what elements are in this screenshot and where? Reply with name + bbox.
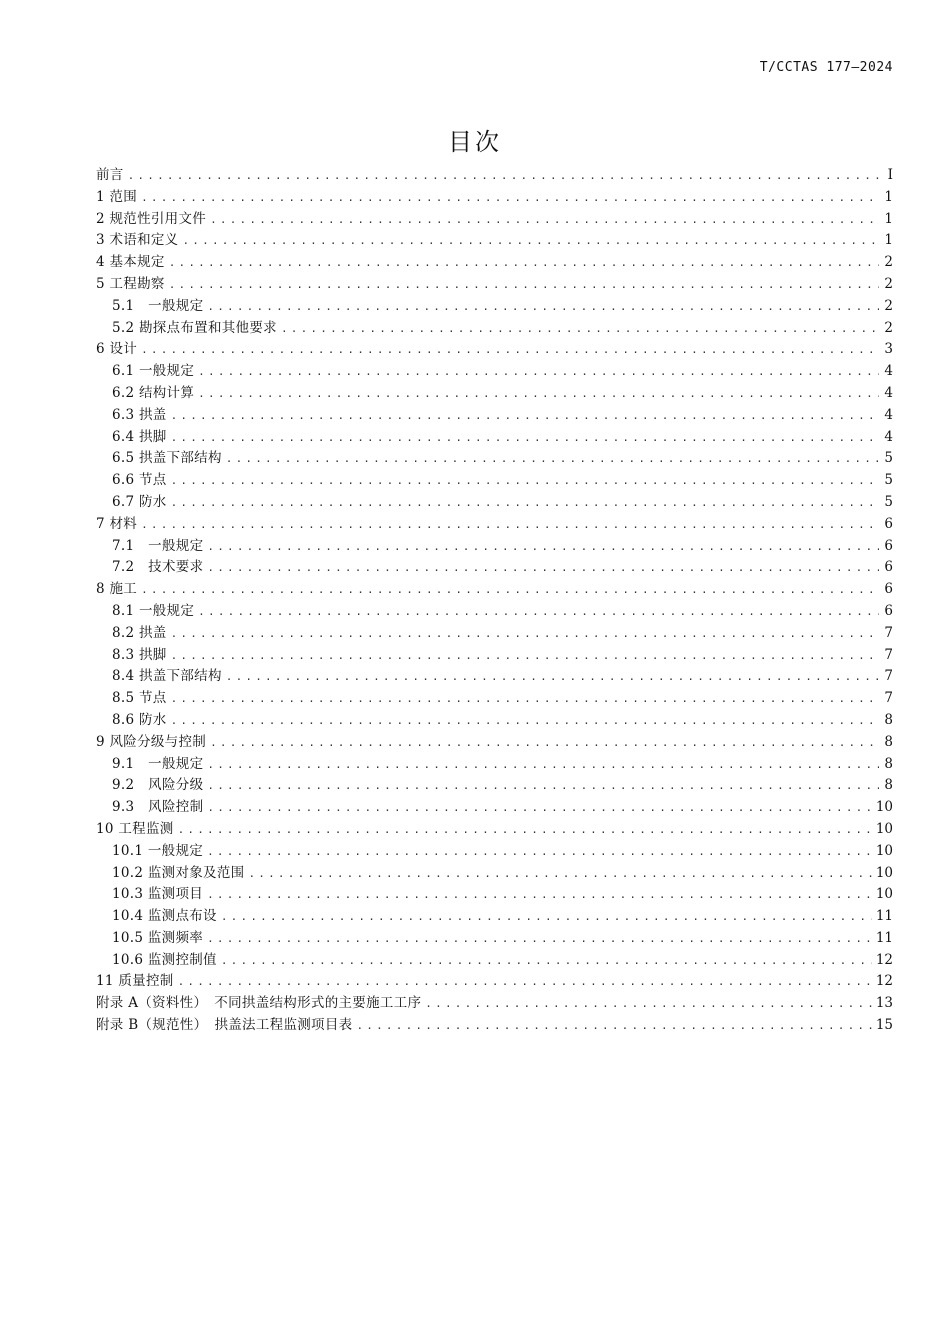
dot-leader [221, 950, 872, 972]
toc-entry-label: 7.2 技术要求 [112, 559, 204, 576]
toc-entry[interactable] [96, 928, 893, 950]
toc-entry[interactable] [96, 623, 893, 645]
toc-entry-page-number: 4 [884, 406, 893, 423]
dot-leader [207, 884, 872, 906]
toc-entry[interactable] [96, 841, 893, 863]
toc-entry-page-number: 11 [875, 908, 893, 925]
toc-entry-page-number: 6 [884, 602, 893, 619]
dot-leader [226, 666, 879, 688]
toc-entry-label: 7 材料 [96, 515, 138, 532]
toc-entry[interactable] [96, 383, 893, 405]
toc-entry-label: 5.1 一般规定 [112, 297, 204, 314]
toc-entry-label: 10.3 监测项目 [112, 886, 204, 903]
toc-entry-label: 8.2 拱盖 [112, 624, 167, 641]
toc-entry-page-number: 4 [884, 363, 893, 380]
dot-leader [207, 841, 872, 863]
toc-entry[interactable] [96, 666, 893, 688]
toc-entry[interactable] [96, 601, 893, 623]
toc-entry-page-number: 8 [884, 733, 893, 750]
toc-entry-label: 9.3 风险控制 [112, 799, 204, 816]
toc-entry[interactable] [96, 427, 893, 449]
toc-entry-page-number: I [887, 167, 893, 183]
toc-entry[interactable] [96, 971, 893, 993]
toc-entry-page-number: 12 [875, 973, 893, 990]
toc-entry[interactable] [96, 470, 893, 492]
toc-entry[interactable] [96, 906, 893, 928]
toc-entry[interactable] [96, 1015, 893, 1037]
toc-entry-page-number: 8 [884, 755, 893, 772]
dot-leader [178, 971, 872, 993]
dot-leader [207, 754, 879, 776]
toc-entry[interactable] [96, 863, 893, 885]
toc-entry-page-number: 1 [884, 188, 893, 205]
dot-leader [207, 536, 879, 558]
toc-entry[interactable] [96, 775, 893, 797]
dot-leader [210, 732, 879, 754]
toc-entry[interactable] [96, 536, 893, 558]
toc-entry-page-number: 13 [875, 995, 893, 1012]
toc-entry-label: 9.2 风险分级 [112, 777, 204, 794]
toc-entry-label: 8.3 拱脚 [112, 646, 167, 663]
dot-leader [141, 579, 879, 601]
toc-entry-label: 1 范围 [96, 188, 138, 205]
toc-entry[interactable] [96, 732, 893, 754]
toc-entry[interactable] [96, 187, 893, 209]
toc-entry-label: 附录 A（资料性） 不同拱盖结构形式的主要施工工序 [96, 995, 422, 1012]
toc-entry-page-number: 7 [884, 690, 893, 707]
toc-entry[interactable] [96, 645, 893, 667]
toc-entry-label: 8.1 一般规定 [112, 602, 195, 619]
dot-leader [128, 165, 879, 187]
toc-entry[interactable] [96, 797, 893, 819]
toc-entry-page-number: 6 [884, 515, 893, 532]
dot-leader [281, 318, 879, 340]
toc-entry[interactable] [96, 209, 893, 231]
dot-leader [248, 863, 871, 885]
toc-entry-page-number: 6 [884, 559, 893, 576]
toc-entry-label: 10.6 监测控制值 [112, 951, 217, 968]
toc-entry-page-number: 6 [884, 537, 893, 554]
toc-entry-page-number: 2 [884, 275, 893, 292]
document-code: T/CCTAS 177—2024 [759, 60, 893, 75]
toc-entry[interactable] [96, 492, 893, 514]
toc-entry-label: 10 工程监测 [96, 820, 174, 837]
toc-entry-label: 6 设计 [96, 341, 138, 358]
toc-entry-label: 9.1 一般规定 [112, 755, 204, 772]
dot-leader [171, 710, 879, 732]
toc-entry-label: 6.1 一般规定 [112, 363, 195, 380]
toc-entry-page-number: 1 [884, 210, 893, 227]
toc-entry-label: 8 施工 [96, 581, 138, 598]
toc-entry-label: 10.1 一般规定 [112, 842, 204, 859]
toc-entry-label: 6.5 拱盖下部结构 [112, 450, 222, 467]
toc-entry[interactable] [96, 361, 893, 383]
dot-leader [198, 601, 879, 623]
toc-entry-label: 4 基本规定 [96, 254, 165, 271]
toc-entry-label: 5 工程勘察 [96, 275, 165, 292]
dot-leader [226, 448, 879, 470]
toc-entry-page-number: 5 [884, 472, 893, 489]
toc-entry[interactable] [96, 819, 893, 841]
toc-entry[interactable] [96, 884, 893, 906]
toc-entry-label: 前言 [96, 167, 124, 183]
toc-entry-label: 6.6 节点 [112, 472, 167, 489]
table-of-contents [96, 165, 893, 1037]
toc-entry-label: 5.2 勘探点布置和其他要求 [112, 319, 277, 336]
dot-leader [182, 230, 879, 252]
toc-entry-label: 2 规范性引用文件 [96, 210, 207, 227]
toc-entry-page-number: 8 [884, 711, 893, 728]
dot-leader [171, 405, 879, 427]
toc-entry[interactable] [96, 252, 893, 274]
toc-entry-page-number: 8 [884, 777, 893, 794]
toc-entry-label: 8.5 节点 [112, 690, 167, 707]
toc-entry[interactable] [96, 230, 893, 252]
dot-leader [141, 187, 879, 209]
toc-entry-page-number: 5 [884, 493, 893, 510]
dot-leader [171, 623, 879, 645]
toc-entry-label: 10.2 监测对象及范围 [112, 864, 245, 881]
toc-entry-page-number: 6 [884, 581, 893, 598]
dot-leader [171, 645, 879, 667]
dot-leader [141, 514, 879, 536]
toc-entry-page-number: 15 [875, 1017, 893, 1034]
toc-entry-page-number: 2 [884, 297, 893, 314]
toc-entry-label: 11 质量控制 [96, 973, 174, 990]
dot-leader [356, 1015, 871, 1037]
toc-entry[interactable] [96, 754, 893, 776]
toc-entry-label: 9 风险分级与控制 [96, 733, 207, 750]
toc-entry-label: 6.2 结构计算 [112, 384, 195, 401]
toc-entry-label: 6.3 拱盖 [112, 406, 167, 423]
toc-entry-page-number: 11 [875, 929, 893, 946]
toc-entry-page-number: 10 [875, 886, 893, 903]
toc-entry[interactable] [96, 165, 893, 187]
toc-entry[interactable] [96, 405, 893, 427]
page-title: 目次 [448, 128, 502, 156]
toc-entry-label: 10.4 监测点布设 [112, 908, 217, 925]
dot-leader [207, 775, 879, 797]
toc-entry[interactable] [96, 514, 893, 536]
toc-entry-page-number: 10 [875, 799, 893, 816]
toc-entry-label: 7.1 一般规定 [112, 537, 204, 554]
toc-entry-page-number: 5 [884, 450, 893, 467]
dot-leader [207, 296, 879, 318]
toc-entry-label: 8.6 防水 [112, 711, 167, 728]
toc-entry-label: 6.7 防水 [112, 493, 167, 510]
toc-entry[interactable] [96, 274, 893, 296]
dot-leader [425, 993, 872, 1015]
dot-leader [207, 557, 879, 579]
toc-entry-page-number: 10 [875, 842, 893, 859]
dot-leader [171, 688, 879, 710]
dot-leader [171, 470, 879, 492]
toc-entry-label: 6.4 拱脚 [112, 428, 167, 445]
dot-leader [169, 252, 879, 274]
toc-entry-label: 3 术语和定义 [96, 232, 179, 249]
toc-entry-page-number: 1 [884, 232, 893, 249]
toc-entry[interactable] [96, 710, 893, 732]
dot-leader [171, 427, 879, 449]
toc-entry[interactable] [96, 557, 893, 579]
toc-entry-page-number: 7 [884, 646, 893, 663]
toc-entry-label: 10.5 监测频率 [112, 929, 204, 946]
toc-entry[interactable] [96, 339, 893, 361]
dot-leader [169, 274, 879, 296]
toc-entry-label: 附录 B（规范性） 拱盖法工程监测项目表 [96, 1017, 353, 1034]
toc-entry[interactable] [96, 448, 893, 470]
toc-entry-page-number: 10 [875, 864, 893, 881]
toc-entry[interactable] [96, 579, 893, 601]
toc-entry[interactable] [96, 950, 893, 972]
toc-entry-page-number: 4 [884, 384, 893, 401]
toc-entry[interactable] [96, 296, 893, 318]
dot-leader [141, 339, 879, 361]
toc-entry-page-number: 3 [884, 341, 893, 358]
dot-leader [171, 492, 879, 514]
toc-entry-page-number: 4 [884, 428, 893, 445]
toc-entry-page-number: 2 [884, 254, 893, 271]
toc-entry-page-number: 2 [884, 319, 893, 336]
toc-entry[interactable] [96, 318, 893, 340]
dot-leader [207, 797, 871, 819]
dot-leader [178, 819, 872, 841]
toc-entry-page-number: 7 [884, 668, 893, 685]
dot-leader [198, 361, 879, 383]
toc-entry-page-number: 10 [875, 820, 893, 837]
toc-entry-page-number: 12 [875, 951, 893, 968]
dot-leader [198, 383, 879, 405]
toc-entry-label: 8.4 拱盖下部结构 [112, 668, 222, 685]
dot-leader [221, 906, 872, 928]
toc-entry-page-number: 7 [884, 624, 893, 641]
toc-entry[interactable] [96, 688, 893, 710]
dot-leader [207, 928, 872, 950]
toc-entry[interactable] [96, 993, 893, 1015]
dot-leader [210, 209, 879, 231]
